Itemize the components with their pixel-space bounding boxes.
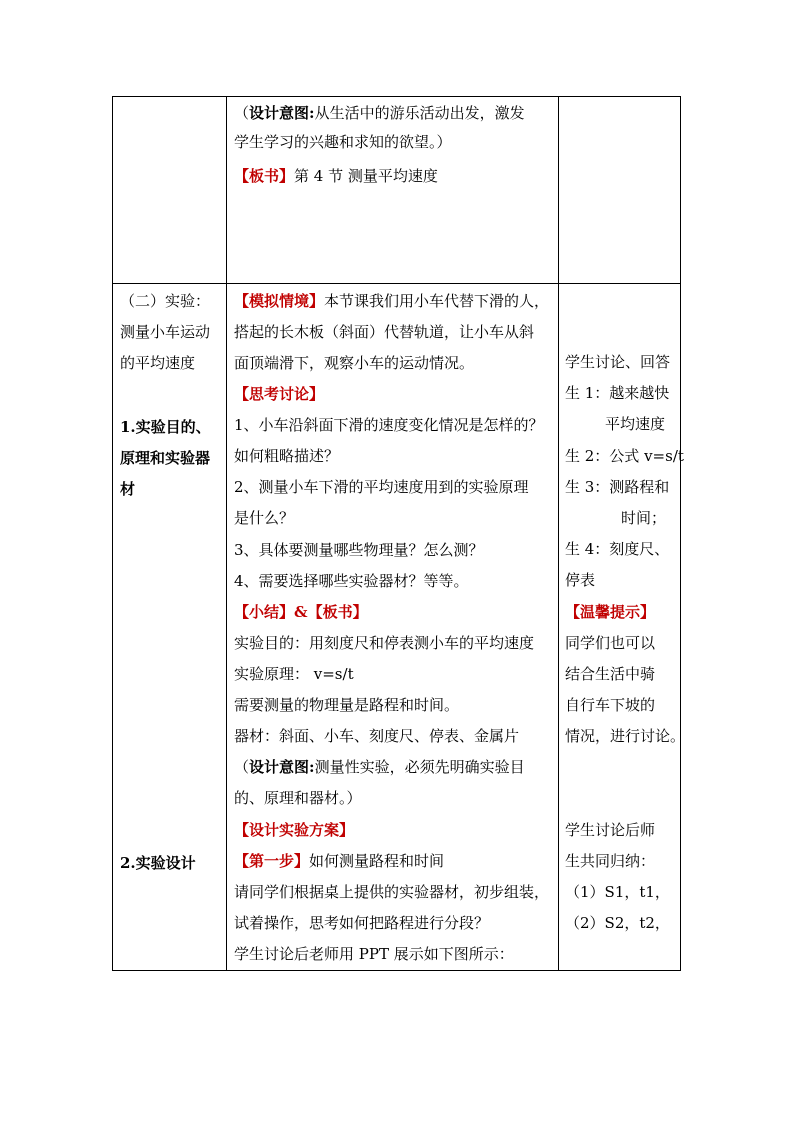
- subsection-1-line3: 材: [120, 480, 136, 498]
- summary-item-1: （1）S1，t1，: [565, 883, 670, 901]
- step-1-text: 如何测量路程和时间: [309, 852, 445, 870]
- intent2-open-paren: （: [234, 758, 250, 776]
- question-2-line1: 2、测量小车下滑的平均速度用到的实验原理: [234, 478, 529, 496]
- measured-quantities: 需要测量的物理量是路程和时间。: [234, 696, 460, 714]
- student-4-answer-cont: 停表: [565, 571, 596, 589]
- table-border-top: [112, 96, 681, 97]
- question-4: 4、需要选择哪些实验器材？等等。: [234, 572, 469, 590]
- design-intent-2-text: 测量性实验，必须先明确实验目: [314, 758, 525, 776]
- table-border-bottom: [112, 970, 681, 971]
- question-1-line1: 1、小车沿斜面下滑的速度变化情况是怎样的？: [234, 416, 544, 434]
- student-3-answer: 生 3：测路程和: [565, 478, 670, 496]
- section-heading-line3: 的平均速度: [120, 354, 196, 372]
- design-plan-label: 【设计实验方案】: [234, 821, 355, 839]
- design-intent-label: 设计意图:: [249, 104, 315, 122]
- board-title: [234, 166, 438, 186]
- table-row-divider: [112, 283, 681, 284]
- question-1-line2: 如何粗略描述？: [234, 447, 340, 465]
- student-3-answer-cont: 时间；: [621, 509, 667, 527]
- subsection-1-line2: 原理和实验器: [120, 449, 211, 467]
- simulation-line2: 搭起的长木板（斜面）代替轨道，让小车从斜: [234, 323, 535, 341]
- summary-line2: 生共同归纳：: [565, 852, 656, 870]
- step-1-line2: 请同学们根据桌上提供的实验器材，初步组装，: [234, 883, 550, 901]
- step-1-line3: 试着操作，思考如何把路程进行分段？: [234, 914, 490, 932]
- student-1-answer: 生 1：越来越快: [565, 384, 670, 402]
- summary-board-heading: [234, 602, 368, 622]
- warm-tip-label: 【温馨提示】: [565, 603, 656, 621]
- table-border-left: [112, 96, 113, 971]
- think-discuss-label: 【思考讨论】: [234, 385, 325, 403]
- simulation-line1: [234, 291, 549, 311]
- subsection-1-line1: 1.实验目的、: [120, 418, 211, 436]
- summary-label: 【小结】: [234, 603, 295, 621]
- design-intent-text: 从生活中的游乐活动出发，激发: [314, 104, 525, 122]
- simulation-line3: 面顶端滑下，观察小车的运动情况。: [234, 354, 475, 372]
- simulation-label: 【模拟情境】: [234, 292, 325, 310]
- board-label-2: 【板书】: [307, 603, 368, 621]
- table-column-divider-2: [558, 96, 559, 971]
- table-border-right: [680, 96, 681, 971]
- warm-tip-line3: 自行车下坡的: [565, 696, 656, 714]
- student-1-answer-cont: 平均速度: [605, 415, 666, 433]
- ampersand: &: [294, 603, 308, 621]
- question-3: 3、具体要测量哪些物理量？怎么测？: [234, 541, 484, 559]
- section-heading-line2: 测量小车运动: [120, 323, 211, 341]
- design-intent-1: （设计意图:从生活中的游乐活动出发，激发: [234, 104, 525, 122]
- design-intent-2-line2: 的、原理和器材。）: [234, 789, 362, 807]
- student-4-answer: 生 4：刻度尺、: [565, 540, 670, 558]
- board-text: 第 4 节 测量平均速度: [294, 167, 438, 185]
- step-1-line4: 学生讨论后老师用 PPT 展示如下图所示：: [234, 945, 514, 963]
- experiment-principle: 实验原理： v=s/t: [234, 665, 354, 683]
- simulation-text: 本节课我们用小车代替下滑的人，: [324, 292, 550, 310]
- student-2-answer: 生 2：公式 v=s/t: [565, 447, 684, 465]
- design-intent-2-label: 设计意图:: [249, 758, 315, 776]
- design-intent-1-line2: 学生学习的兴趣和求知的欲望。）: [234, 133, 452, 151]
- student-discussion: 学生讨论、回答: [565, 353, 671, 371]
- board-label: 【板书】: [234, 167, 295, 185]
- summary-line1: 学生讨论后师: [565, 821, 656, 839]
- subsection-2: 2.实验设计: [120, 854, 196, 872]
- warm-tip-line2: 结合生活中骑: [565, 665, 656, 683]
- table-column-divider-1: [226, 96, 227, 971]
- summary-item-2: （2）S2，t2，: [565, 914, 670, 932]
- section-heading-line1: （二）实验：: [120, 292, 211, 310]
- question-2-line2: 是什么？: [234, 509, 295, 527]
- design-intent-2: [234, 757, 525, 777]
- warm-tip-line1: 同学们也可以: [565, 634, 656, 652]
- experiment-purpose: 实验目的：用刻度尺和停表测小车的平均速度: [234, 634, 535, 652]
- step-1-heading: [234, 851, 444, 871]
- warm-tip-line4: 情况，进行讨论。: [565, 727, 686, 745]
- equipment-list: 器材：斜面、小车、刻度尺、停表、金属片: [234, 727, 520, 745]
- step-1-label: 【第一步】: [234, 852, 310, 870]
